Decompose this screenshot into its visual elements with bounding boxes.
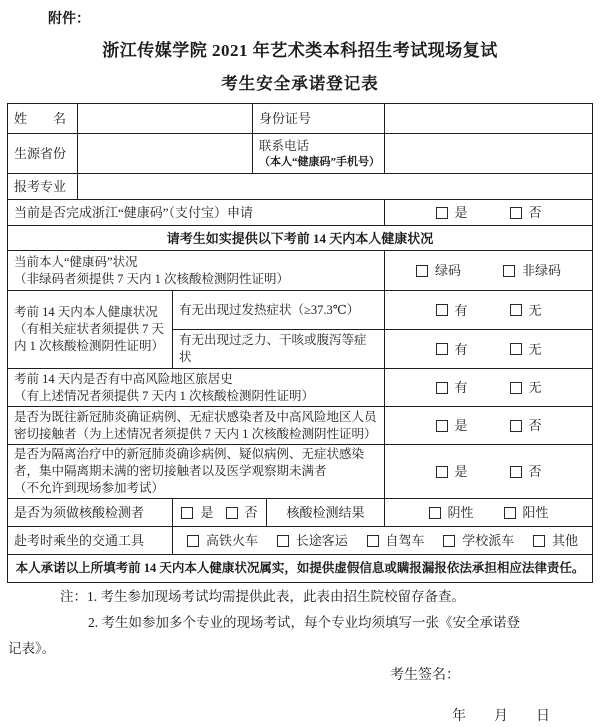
transport-question: 赴考时乘坐的交通工具 <box>8 527 173 555</box>
quarantine-question-cell <box>8 445 385 499</box>
quarantine-question: 是否为隔离治疗中的新冠肺炎确诊病例、疑似病例、无症状感染者，集中隔离期未满的密切接触者以及医学观察期未满者 <box>14 447 365 478</box>
id-number-label: 身份证号 <box>253 104 385 134</box>
note-1-text: 1. 考生参加现场考试均需提供此表，此表由招生院校留存备查。 <box>87 589 465 604</box>
pledge-statement: 本人承诺以上所填考前 14 天内本人健康状况属实，如提供虚假信息或瞒报漏报依法承担相应法律责任。 <box>8 555 593 583</box>
code-status-options-cell <box>385 251 593 291</box>
quarantine-yes-option[interactable] <box>436 463 468 480</box>
code-status-note: （非绿码者须提供 7 天内 1 次核酸检测阴性证明） <box>14 271 290 286</box>
option-label: 阴性 <box>447 505 474 520</box>
nat-required-options-cell <box>173 499 267 527</box>
checkbox-icon <box>181 507 193 519</box>
option-label: 是 <box>454 205 468 220</box>
attachment-label: 附件： <box>48 12 90 27</box>
note-prefix: 注： <box>60 589 87 604</box>
row-major <box>8 174 593 200</box>
transport-train-option[interactable] <box>187 532 258 549</box>
close-contact-no-option[interactable] <box>510 417 542 434</box>
note-line-1 <box>8 584 586 610</box>
row-province-phone <box>8 134 593 174</box>
checkbox-icon <box>510 382 522 394</box>
quarantine-no-option[interactable] <box>510 463 542 480</box>
health-code-apply-options-cell <box>385 200 593 226</box>
phone-note-label: （本人“健康码”手机号） <box>259 155 380 168</box>
checkbox-icon <box>503 265 515 277</box>
option-label: 阳性 <box>522 505 549 520</box>
transport-selfdrive-option[interactable] <box>367 532 425 549</box>
day-label: 日 <box>536 709 550 724</box>
date-line <box>452 705 550 725</box>
option-label: 非绿码 <box>522 263 562 278</box>
province-label: 生源省份 <box>8 134 78 174</box>
fever-none-option[interactable] <box>510 302 542 319</box>
option-label: 绿码 <box>435 263 462 278</box>
option-label: 有 <box>454 341 468 357</box>
travel-history-options-cell <box>385 369 593 407</box>
major-label: 报考专业 <box>8 174 78 200</box>
checkbox-icon <box>504 507 516 519</box>
phone-value-cell[interactable] <box>385 134 593 174</box>
travel-none-option[interactable] <box>510 379 542 396</box>
row-transport <box>8 527 593 555</box>
nat-required-question: 是否为须做核酸检测者 <box>8 499 173 527</box>
option-label: 其他 <box>552 533 579 548</box>
row-health-code-apply <box>8 200 593 226</box>
nat-positive-option[interactable] <box>504 504 549 521</box>
checkbox-icon <box>436 343 448 355</box>
row-code-status <box>8 251 593 291</box>
option-label: 高铁火车 <box>206 533 259 548</box>
nat-result-options-cell <box>385 499 593 527</box>
quarantine-note: （不允许到现场参加考试） <box>14 481 165 495</box>
health-14d-note: （有相关症状者须提供 7 天内 1 次核酸检测阴性证明） <box>14 322 165 353</box>
option-label: 学校派车 <box>462 533 515 548</box>
id-number-value-cell[interactable] <box>385 104 593 134</box>
option-label: 是 <box>454 464 468 479</box>
checkbox-icon <box>510 304 522 316</box>
option-label: 有 <box>454 380 468 395</box>
checkbox-icon <box>187 535 199 547</box>
fatigue-have-option[interactable] <box>436 341 468 358</box>
transport-coach-option[interactable] <box>277 532 348 549</box>
fatigue-none-option[interactable] <box>510 341 542 358</box>
checkbox-icon <box>436 207 448 219</box>
health-code-apply-no-option[interactable] <box>510 204 542 221</box>
option-label: 否 <box>528 418 542 433</box>
green-code-option[interactable] <box>416 262 461 279</box>
month-label: 月 <box>494 709 508 724</box>
checkbox-icon <box>429 507 441 519</box>
fever-have-option[interactable] <box>436 302 468 319</box>
nat-yes-option[interactable] <box>181 504 213 521</box>
checkbox-icon <box>436 420 448 432</box>
travel-history-question-cell <box>8 369 385 407</box>
form-title-line2: 考生安全承诺登记表 <box>221 74 379 93</box>
travel-history-question: 考前 14 天内是否有中高风险地区旅居史 <box>14 371 233 386</box>
checkbox-icon <box>443 535 455 547</box>
transport-options-cell <box>173 527 593 555</box>
fatigue-question: 有无出现过乏力、干咳或腹泻等症状 <box>173 330 385 369</box>
row-travel-history <box>8 369 593 407</box>
code-status-question: 当前本人“健康码”状况 <box>14 254 138 269</box>
health-14d-label-cell <box>8 291 173 369</box>
option-label: 是 <box>454 418 468 433</box>
option-label: 长途客运 <box>295 533 348 548</box>
option-label: 是 <box>200 505 214 520</box>
signature-label: 考生签名： <box>390 668 460 683</box>
note-2-text: 2. 考生如参加多个专业的现场考试，每个专业均须填写一张《安全承诺登记表》。 <box>8 615 520 656</box>
checkbox-icon <box>367 535 379 547</box>
checkbox-icon <box>510 207 522 219</box>
close-contact-yes-option[interactable] <box>436 417 468 434</box>
name-label: 姓 名 <box>8 104 78 134</box>
checkbox-icon <box>436 382 448 394</box>
option-label: 无 <box>528 341 542 357</box>
phone-label-cell <box>253 134 385 174</box>
option-label: 否 <box>244 505 258 520</box>
option-label: 有 <box>454 302 468 318</box>
travel-have-option[interactable] <box>436 379 468 396</box>
close-contact-options-cell <box>385 407 593 445</box>
row-quarantine <box>8 445 593 499</box>
checkbox-icon <box>533 535 545 547</box>
phone-label: 联系电话 <box>259 138 310 153</box>
nat-no-option[interactable] <box>226 504 258 521</box>
checkbox-icon <box>416 265 428 277</box>
transport-schoolbus-option[interactable] <box>443 532 514 549</box>
option-label: 自驾车 <box>385 533 425 548</box>
registration-table <box>7 103 593 583</box>
checkbox-icon <box>436 466 448 478</box>
code-status-question-cell <box>8 251 385 291</box>
nat-result-label: 核酸检测结果 <box>267 499 385 527</box>
row-pledge <box>8 555 593 583</box>
row-name-id <box>8 104 593 134</box>
name-value-cell[interactable] <box>78 104 253 134</box>
option-label: 无 <box>528 380 542 395</box>
checkbox-icon <box>510 343 522 355</box>
fatigue-options-cell <box>385 330 593 369</box>
checkbox-icon <box>510 420 522 432</box>
row-section-header <box>8 226 593 251</box>
checkbox-icon <box>510 466 522 478</box>
row-close-contact <box>8 407 593 445</box>
travel-history-note: （有上述情况者须提供 7 天内 1 次核酸检测阴性证明） <box>14 388 315 403</box>
non-green-code-option[interactable] <box>503 262 561 279</box>
health-code-apply-question: 当前是否完成浙江“健康码”（支付宝）申请 <box>8 200 385 226</box>
fever-question: 有无出现过发热症状（≥37.3℃） <box>173 291 385 330</box>
nat-negative-option[interactable] <box>429 504 474 521</box>
form-title-line1: 浙江传媒学院 2021 年艺术类本科招生考试现场复试 <box>102 41 498 60</box>
transport-other-option[interactable] <box>533 532 578 549</box>
province-value-cell[interactable] <box>78 134 253 174</box>
close-contact-question: 是否为既往新冠肺炎确证病例、无症状感染者及中高风险地区人员密切接触者（为上述情况者须提供 7 天内 1 次核酸检测阴性证明） <box>8 407 385 445</box>
row-nat <box>8 499 593 527</box>
notes-block <box>8 584 586 662</box>
section-header: 请考生如实提供以下考前 14 天内本人健康状况 <box>8 226 593 251</box>
option-label: 无 <box>528 302 542 318</box>
checkbox-icon <box>436 304 448 316</box>
option-label: 否 <box>528 464 542 479</box>
checkbox-icon <box>277 535 289 547</box>
major-value-cell[interactable] <box>78 174 593 200</box>
fever-options-cell <box>385 291 593 330</box>
health-14d-question: 考前 14 天内本人健康状况 <box>14 305 158 319</box>
health-code-apply-yes-option[interactable] <box>436 204 468 221</box>
row-fever <box>8 291 593 330</box>
option-label: 否 <box>528 205 542 220</box>
quarantine-options-cell <box>385 445 593 499</box>
checkbox-icon <box>226 507 238 519</box>
year-label: 年 <box>452 709 466 724</box>
